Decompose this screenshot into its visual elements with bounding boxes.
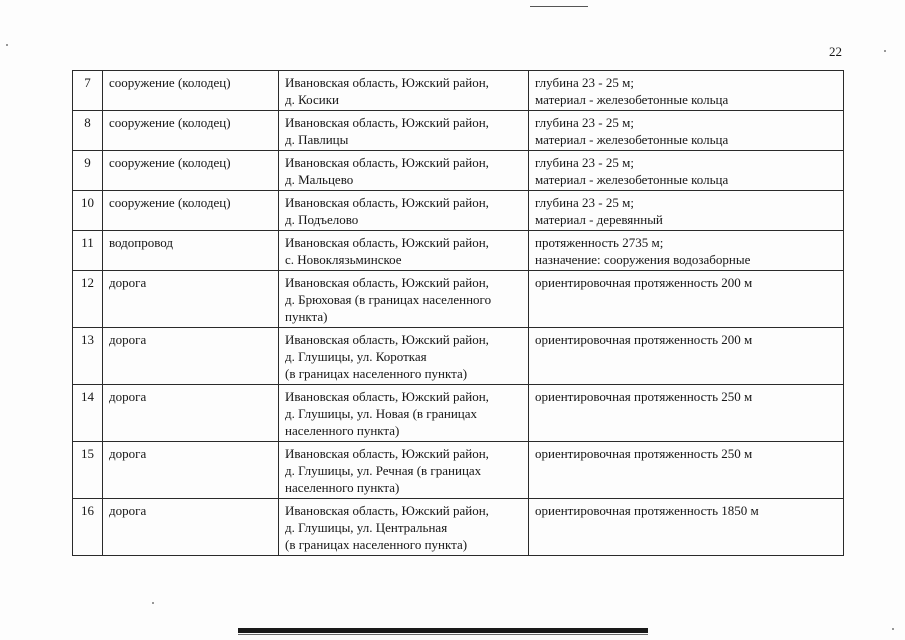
characteristics-line: глубина 23 - 25 м; <box>535 115 634 130</box>
row-number-cell: 15 <box>73 442 103 499</box>
address-line: с. Новоклязьминское <box>285 252 402 267</box>
address-line: д. Глушицы, ул. Речная (в границах <box>285 463 482 478</box>
characteristics-cell <box>529 271 844 328</box>
table-row <box>73 499 844 556</box>
table-row <box>73 111 844 151</box>
object-type-cell: дорога <box>103 385 279 442</box>
table-row <box>73 328 844 385</box>
object-type-cell: водопровод <box>103 231 279 271</box>
row-number-cell: 8 <box>73 111 103 151</box>
table-row <box>73 442 844 499</box>
address-line: д. Мальцево <box>285 172 354 187</box>
address-cell <box>279 271 529 328</box>
characteristics-line: ориентировочная протяженность 200 м <box>535 332 753 347</box>
characteristics-line: глубина 23 - 25 м; <box>535 195 634 210</box>
object-type-cell: дорога <box>103 271 279 328</box>
address-line: Ивановская область, Южский район, <box>285 332 489 347</box>
bottom-scan-line <box>238 634 648 635</box>
address-line: (в границах населенного пункта) <box>285 537 468 552</box>
address-cell <box>279 385 529 442</box>
characteristics-cell <box>529 151 844 191</box>
characteristics-cell <box>529 111 844 151</box>
address-cell <box>279 442 529 499</box>
address-line: д. Павлицы <box>285 132 349 147</box>
address-line: (в границах населенного пункта) <box>285 366 468 381</box>
row-number-cell: 11 <box>73 231 103 271</box>
address-line: Ивановская область, Южский район, <box>285 503 489 518</box>
row-number-cell: 14 <box>73 385 103 442</box>
table-row <box>73 191 844 231</box>
bottom-scan-bar <box>238 628 648 633</box>
address-cell <box>279 71 529 111</box>
scan-artifact <box>152 602 154 604</box>
characteristics-line: ориентировочная протяженность 250 м <box>535 389 753 404</box>
characteristics-cell <box>529 191 844 231</box>
address-line: Ивановская область, Южский район, <box>285 75 489 90</box>
address-line: Ивановская область, Южский район, <box>285 275 489 290</box>
address-line: населенного пункта) <box>285 423 400 438</box>
characteristics-line: глубина 23 - 25 м; <box>535 155 634 170</box>
address-cell <box>279 499 529 556</box>
table-row <box>73 151 844 191</box>
address-line: пункта) <box>285 309 328 324</box>
page-number: 22 <box>829 44 842 59</box>
characteristics-line: протяженность 2735 м; <box>535 235 664 250</box>
address-line: д. Глушицы, ул. Короткая <box>285 349 427 364</box>
scan-artifact <box>6 44 8 46</box>
row-number-cell: 7 <box>73 71 103 111</box>
address-line: Ивановская область, Южский район, <box>285 195 489 210</box>
characteristics-cell <box>529 328 844 385</box>
address-line: д. Глушицы, ул. Новая (в границах <box>285 406 478 421</box>
characteristics-line: материал - железобетонные кольца <box>535 92 729 107</box>
row-number-cell: 13 <box>73 328 103 385</box>
characteristics-cell <box>529 71 844 111</box>
table-row <box>73 271 844 328</box>
characteristics-cell <box>529 499 844 556</box>
object-type-cell: дорога <box>103 328 279 385</box>
characteristics-line: материал - железобетонные кольца <box>535 132 729 147</box>
address-cell <box>279 328 529 385</box>
object-type-cell: сооружение (колодец) <box>103 111 279 151</box>
row-number-cell: 10 <box>73 191 103 231</box>
address-line: Ивановская область, Южский район, <box>285 446 489 461</box>
characteristics-line: глубина 23 - 25 м; <box>535 75 634 90</box>
object-type-cell: дорога <box>103 442 279 499</box>
characteristics-line: ориентировочная протяженность 250 м <box>535 446 753 461</box>
address-line: Ивановская область, Южский район, <box>285 235 489 250</box>
registry-table <box>72 70 844 556</box>
address-line: д. Брюховая (в границах населенного <box>285 292 492 307</box>
object-type-cell: сооружение (колодец) <box>103 71 279 111</box>
address-line: Ивановская область, Южский район, <box>285 115 489 130</box>
characteristics-line: материал - железобетонные кольца <box>535 172 729 187</box>
address-cell <box>279 111 529 151</box>
row-number-cell: 12 <box>73 271 103 328</box>
scan-artifact <box>884 50 886 52</box>
row-number-cell: 9 <box>73 151 103 191</box>
address-line: д. Подъелово <box>285 212 359 227</box>
address-cell <box>279 191 529 231</box>
address-line: Ивановская область, Южский район, <box>285 389 489 404</box>
table-row <box>73 71 844 111</box>
row-number-cell: 16 <box>73 499 103 556</box>
address-cell <box>279 231 529 271</box>
table-row <box>73 231 844 271</box>
table-row <box>73 385 844 442</box>
address-line: д. Косики <box>285 92 339 107</box>
object-type-cell: дорога <box>103 499 279 556</box>
address-line: Ивановская область, Южский район, <box>285 155 489 170</box>
object-type-cell: сооружение (колодец) <box>103 191 279 231</box>
object-type-cell: сооружение (колодец) <box>103 151 279 191</box>
characteristics-line: материал - деревянный <box>535 212 663 227</box>
address-line: д. Глушицы, ул. Центральная <box>285 520 448 535</box>
top-rule <box>530 6 588 7</box>
address-cell <box>279 151 529 191</box>
characteristics-line: ориентировочная протяженность 200 м <box>535 275 753 290</box>
registry-table-body <box>73 71 844 556</box>
characteristics-cell <box>529 442 844 499</box>
characteristics-cell <box>529 385 844 442</box>
characteristics-line: назначение: сооружения водозаборные <box>535 252 751 267</box>
scan-artifact <box>892 628 894 630</box>
characteristics-cell <box>529 231 844 271</box>
address-line: населенного пункта) <box>285 480 400 495</box>
characteristics-line: ориентировочная протяженность 1850 м <box>535 503 759 518</box>
